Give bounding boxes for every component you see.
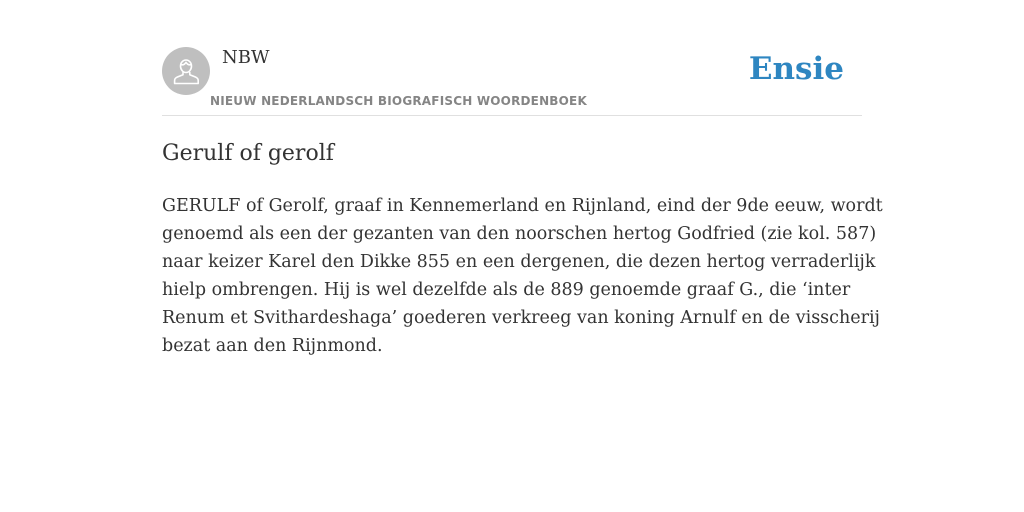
entry-body-line: Renum et Svithardeshaga’ goederen verkreeg van koning Arnulf en de visscherij xyxy=(162,308,880,328)
ensie-logo-link[interactable]: Ensie xyxy=(748,51,844,87)
content-container xyxy=(162,0,883,356)
entry-body-line: naar keizer Karel den Dikke 855 en een dergenen, die dezen hertog verraderlijk xyxy=(162,252,876,272)
entry-body-line: genoemd als een der gezanten van den noorschen hertog Godfried (zie kol. 587) xyxy=(162,224,877,244)
source-subtitle: NIEUW NEDERLANDSCH BIOGRAFISCH WOORDENBOEK xyxy=(210,94,587,108)
entry-title: Gerulf of gerolf xyxy=(162,141,334,166)
entry-body-line: bezat aan den Rijnmond. xyxy=(162,336,383,356)
user-icon xyxy=(162,47,210,95)
entry-body-line: hielp ombrengen. Hij is wel dezelfde als de 889 genoemde graaf G., die ‘inter xyxy=(162,280,851,300)
source-header xyxy=(162,0,862,116)
source-name[interactable]: NBW xyxy=(222,47,270,68)
entry-body-line: GERULF of Gerolf, graaf in Kennemerland en Rijnland, eind der 9de eeuw, wordt xyxy=(162,196,883,216)
source-avatar[interactable] xyxy=(162,47,210,95)
entry-body xyxy=(162,192,883,360)
